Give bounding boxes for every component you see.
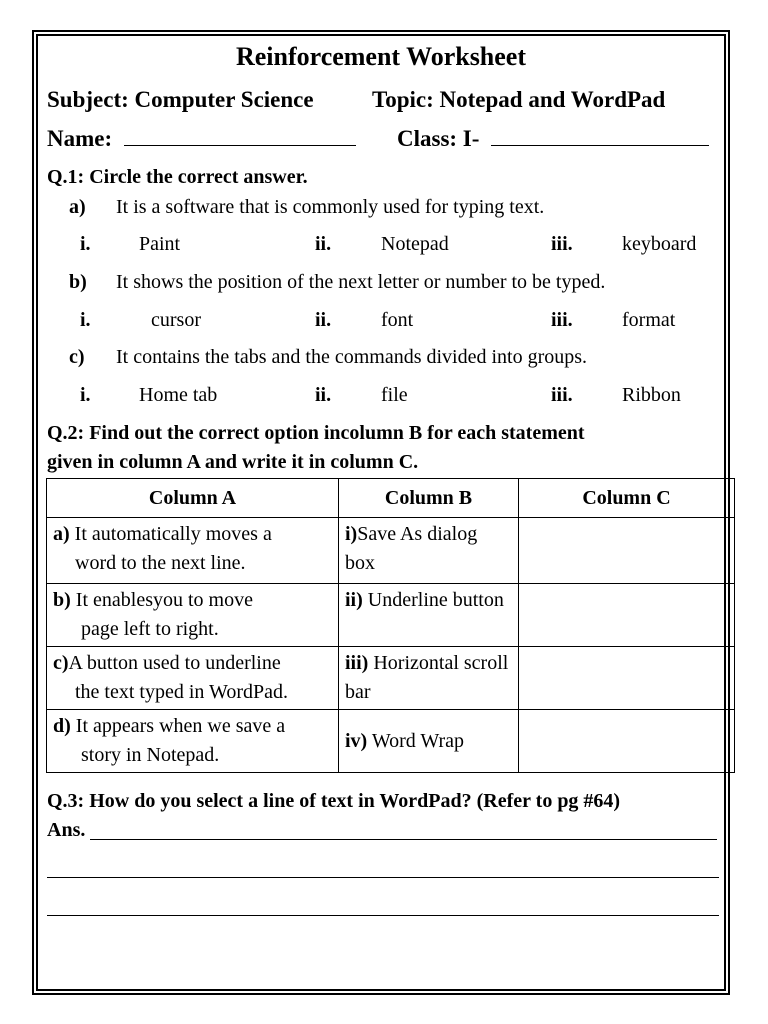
class-row (397, 126, 709, 152)
answer-line[interactable] (47, 915, 719, 916)
statement-text: A button used to underline (68, 652, 281, 674)
option-label: ii) (345, 589, 363, 611)
q1-item-letter: a) (69, 196, 86, 218)
q2-heading-line2: given in column A and write it in column C. (47, 451, 419, 473)
q1-item-letter: b) (69, 271, 87, 293)
option-text: Save As dialog box (345, 523, 478, 574)
option-text[interactable]: Ribbon (622, 384, 681, 406)
statement-label: a) (53, 523, 70, 545)
option-text[interactable]: Home tab (139, 384, 218, 406)
column-c-answer-cell[interactable] (519, 518, 735, 584)
q1-heading: Q.1: Circle the correct answer. (47, 166, 308, 188)
column-a-cell (47, 710, 339, 773)
statement-text-cont: word to the next line. (75, 552, 246, 574)
statement-label: d) (53, 715, 71, 737)
option-number: ii. (315, 233, 332, 255)
column-b-cell (339, 518, 519, 584)
class-blank[interactable] (491, 127, 709, 146)
option-text[interactable]: cursor (151, 309, 201, 331)
column-b-cell (339, 647, 519, 710)
column-header-a: Column A (47, 479, 339, 518)
q1-item-text: It shows the position of the next letter or number to be typed. (116, 271, 606, 293)
option-text[interactable]: font (381, 309, 414, 331)
option-number: i. (80, 309, 91, 331)
table-row (47, 647, 735, 710)
statement-text: It enablesyou to move (70, 589, 253, 611)
subject-label: Subject: Computer Science (47, 87, 314, 112)
q1-item-text: It contains the tabs and the commands divided into groups. (116, 346, 588, 368)
column-c-answer-cell[interactable] (519, 584, 735, 647)
topic-label: Topic: Notepad and WordPad (372, 87, 666, 112)
option-number: ii. (315, 384, 332, 406)
answer-line[interactable] (90, 839, 717, 840)
option-label: iv) (345, 729, 368, 752)
option-number: i. (80, 233, 91, 255)
answer-label: Ans. (47, 819, 86, 841)
option-number: i. (80, 384, 91, 406)
option-text: Underline button (362, 589, 504, 611)
table-row (47, 584, 735, 647)
column-a-cell (47, 584, 339, 647)
answer-line[interactable] (47, 877, 719, 878)
option-number: iii. (551, 384, 573, 406)
option-label: i) (345, 523, 358, 545)
matching-table (46, 478, 735, 773)
statement-text-cont: story in Notepad. (81, 744, 220, 766)
name-blank[interactable] (124, 127, 356, 146)
option-text[interactable]: Notepad (381, 233, 449, 255)
option-label: iii) (345, 652, 369, 674)
column-a-cell (47, 518, 339, 584)
statement-label: c) (53, 652, 69, 674)
table-header-row (47, 479, 735, 518)
option-text[interactable]: keyboard (622, 233, 697, 255)
option-number: iii. (551, 233, 573, 255)
column-c-answer-cell[interactable] (519, 647, 735, 710)
table-row (47, 710, 735, 773)
column-b-cell (339, 584, 519, 647)
q1-item-text: It is a software that is commonly used for typing text. (116, 196, 545, 218)
option-text[interactable]: file (381, 384, 408, 406)
name-label: Name: (47, 126, 113, 151)
option-number: iii. (551, 309, 573, 331)
column-c-answer-cell[interactable] (519, 710, 735, 773)
column-header-b: Column B (339, 479, 519, 518)
name-row (47, 126, 356, 152)
statement-label: b) (53, 589, 71, 611)
option-text[interactable]: format (622, 309, 676, 331)
statement-text-cont: the text typed in WordPad. (75, 681, 288, 703)
option-text[interactable]: Paint (139, 233, 181, 255)
column-header-c: Column C (519, 479, 735, 518)
statement-text-cont: page left to right. (81, 618, 219, 640)
column-a-cell (47, 647, 339, 710)
q3-heading: Q.3: How do you select a line of text in WordPad? (Refer to pg #64) (47, 790, 621, 812)
q1-item-letter: c) (69, 346, 85, 368)
q2-heading-line1: Q.2: Find out the correct option incolumn B for each statement (47, 422, 585, 444)
statement-text: It appears when we save a (70, 715, 286, 737)
column-b-cell (339, 710, 519, 773)
option-text: Horizontal scroll bar (345, 652, 509, 703)
option-text: Word Wrap (367, 729, 465, 752)
option-number: ii. (315, 309, 332, 331)
worksheet-title: Reinforcement Worksheet (235, 42, 527, 71)
table-row (47, 518, 735, 584)
statement-text: It automatically moves a (69, 523, 272, 545)
class-label: Class: I- (397, 126, 480, 151)
